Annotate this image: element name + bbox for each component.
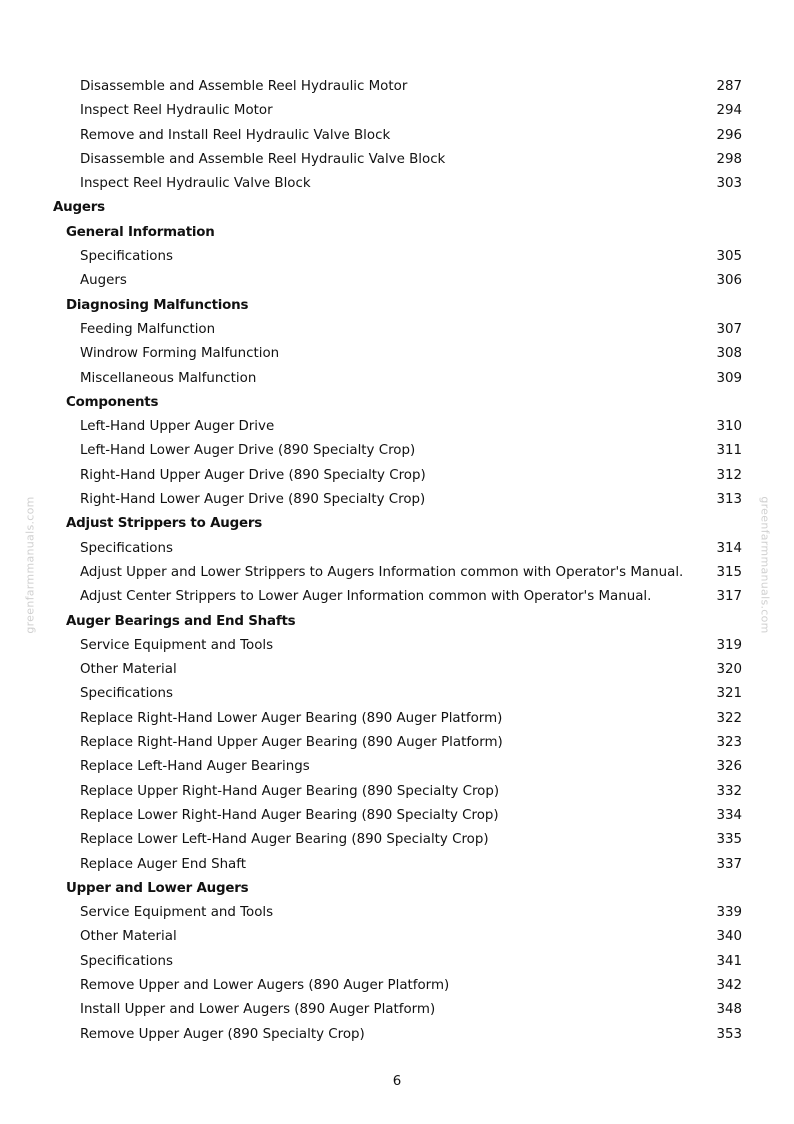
- toc-entry[interactable]: [0, 658, 794, 682]
- toc-entry-page-number: 308: [716, 346, 742, 362]
- toc-entry[interactable]: [0, 148, 794, 172]
- toc-entry-title: Augers: [53, 200, 105, 216]
- toc-entry-title: Disassemble and Assemble Reel Hydraulic Valve Block: [80, 151, 446, 167]
- toc-entry-title: Replace Left-Hand Auger Bearings: [80, 759, 310, 775]
- toc-section-heading: [0, 294, 794, 318]
- toc-entry-page-number: 317: [716, 589, 742, 605]
- toc-entry-title: Remove and Install Reel Hydraulic Valve Block: [80, 127, 391, 143]
- toc-entry[interactable]: [0, 974, 794, 998]
- toc-entry-title: Remove Upper and Lower Augers (890 Auger Platform): [80, 977, 450, 993]
- page-number: 6: [392, 1074, 402, 1089]
- toc-entry-title: Replace Upper Right-Hand Auger Bearing (890 Specialty Crop): [80, 783, 500, 799]
- toc-entry[interactable]: [0, 901, 794, 925]
- toc-section-heading: [0, 877, 794, 901]
- toc-entry-page-number: 320: [716, 662, 742, 678]
- toc-entry[interactable]: [0, 464, 794, 488]
- toc-entry-title: Windrow Forming Malfunction: [80, 346, 280, 362]
- toc-entry-page-number: 342: [716, 977, 742, 993]
- toc-entry-title: General Information: [66, 224, 215, 240]
- toc-entry[interactable]: [0, 780, 794, 804]
- toc-entry-title: Inspect Reel Hydraulic Valve Block: [80, 176, 311, 192]
- toc-entry-title: Replace Right-Hand Upper Auger Bearing (890 Auger Platform): [80, 735, 503, 751]
- toc-entry[interactable]: [0, 998, 794, 1022]
- toc-entry[interactable]: [0, 950, 794, 974]
- toc-entry-page-number: 334: [716, 807, 742, 823]
- table-of-contents: [0, 75, 794, 1047]
- toc-entry-page-number: 298: [716, 151, 742, 167]
- toc-entry-page-number: 339: [716, 905, 742, 921]
- toc-entry-page-number: 313: [716, 492, 742, 508]
- toc-entry-title: Components: [66, 394, 159, 410]
- toc-entry[interactable]: [0, 415, 794, 439]
- toc-entry-page-number: 319: [716, 637, 742, 653]
- toc-section-heading: [0, 221, 794, 245]
- toc-entry-title: Miscellaneous Malfunction: [80, 370, 257, 386]
- toc-entry-title: Feeding Malfunction: [80, 321, 216, 337]
- toc-entry[interactable]: [0, 707, 794, 731]
- toc-entry[interactable]: [0, 1023, 794, 1047]
- toc-entry[interactable]: [0, 99, 794, 123]
- toc-entry-title: Replace Lower Right-Hand Auger Bearing (890 Specialty Crop): [80, 807, 499, 823]
- toc-entry-title: Replace Lower Left-Hand Auger Bearing (890 Specialty Crop): [80, 832, 489, 848]
- toc-entry[interactable]: [0, 318, 794, 342]
- toc-entry-page-number: 321: [716, 686, 742, 702]
- toc-entry-title: Other Material: [80, 662, 177, 678]
- toc-entry-page-number: 332: [716, 783, 742, 799]
- toc-entry[interactable]: [0, 853, 794, 877]
- toc-entry[interactable]: [0, 367, 794, 391]
- toc-entry-title: Specifications: [80, 953, 173, 969]
- toc-entry-title: Service Equipment and Tools: [80, 637, 274, 653]
- toc-entry-title: Remove Upper Auger (890 Specialty Crop): [80, 1026, 365, 1042]
- toc-entry-page-number: 340: [716, 929, 742, 945]
- toc-entry-title: Replace Right-Hand Lower Auger Bearing (890 Auger Platform): [80, 710, 503, 726]
- toc-entry-page-number: 311: [716, 443, 742, 459]
- toc-entry[interactable]: [0, 269, 794, 293]
- toc-entry[interactable]: [0, 537, 794, 561]
- toc-entry-title: Inspect Reel Hydraulic Motor: [80, 103, 273, 119]
- toc-entry-title: Service Equipment and Tools: [80, 905, 274, 921]
- toc-entry-page-number: 348: [716, 1002, 742, 1018]
- toc-entry-title: Adjust Center Strippers to Lower Auger Information common with Operator's Manual.: [80, 589, 652, 605]
- toc-entry-page-number: 314: [716, 540, 742, 556]
- toc-entry-title: Disassemble and Assemble Reel Hydraulic Motor: [80, 79, 408, 94]
- watermark-right: greenfarmmanuals.com: [758, 496, 772, 634]
- toc-entry-title: Auger Bearings and End Shafts: [66, 613, 296, 629]
- toc-entry-page-number: 337: [716, 856, 742, 872]
- toc-entry-title: Augers: [80, 273, 127, 289]
- toc-entry-page-number: 341: [716, 953, 742, 969]
- toc-entry-page-number: 353: [716, 1026, 742, 1042]
- toc-entry-title: Adjust Strippers to Augers: [66, 516, 263, 532]
- toc-entry-title: Specifications: [80, 686, 173, 702]
- toc-entry-page-number: 306: [716, 273, 742, 289]
- toc-section-heading: [0, 391, 794, 415]
- toc-entry[interactable]: [0, 439, 794, 463]
- toc-entry[interactable]: [0, 342, 794, 366]
- toc-entry[interactable]: [0, 804, 794, 828]
- toc-entry-page-number: 309: [716, 370, 742, 386]
- toc-entry[interactable]: [0, 488, 794, 512]
- toc-entry-title: Specifications: [80, 540, 173, 556]
- toc-entry-page-number: 305: [716, 249, 742, 265]
- toc-entry[interactable]: [0, 75, 794, 99]
- toc-entry[interactable]: [0, 561, 794, 585]
- toc-entry[interactable]: [0, 585, 794, 609]
- toc-entry[interactable]: [0, 634, 794, 658]
- toc-entry[interactable]: [0, 245, 794, 269]
- toc-entry-title: Right-Hand Upper Auger Drive (890 Specialty Crop): [80, 467, 426, 483]
- watermark-left: greenfarmmanuals.com: [23, 496, 37, 634]
- toc-entry-title: Specifications: [80, 249, 173, 265]
- toc-entry-title: Right-Hand Lower Auger Drive (890 Specialty Crop): [80, 492, 426, 508]
- toc-section-heading: [0, 196, 794, 220]
- toc-entry[interactable]: [0, 124, 794, 148]
- toc-entry[interactable]: [0, 682, 794, 706]
- toc-entry[interactable]: [0, 828, 794, 852]
- toc-entry[interactable]: [0, 172, 794, 196]
- toc-entry-page-number: 294: [716, 103, 742, 119]
- toc-entry-title: Install Upper and Lower Augers (890 Auger Platform): [80, 1002, 436, 1018]
- toc-entry-title: Upper and Lower Augers: [66, 880, 249, 896]
- toc-entry-page-number: 310: [716, 419, 742, 435]
- toc-section-heading: [0, 610, 794, 634]
- toc-entry-title: Left-Hand Lower Auger Drive (890 Specialty Crop): [80, 443, 416, 459]
- toc-entry-page-number: 296: [716, 127, 742, 143]
- toc-entry-page-number: 322: [716, 710, 742, 726]
- toc-entry-page-number: 303: [716, 176, 742, 192]
- toc-entry[interactable]: [0, 731, 794, 755]
- toc-entry-page-number: 326: [716, 759, 742, 775]
- toc-entry-page-number: 312: [716, 467, 742, 483]
- toc-entry-page-number: 323: [716, 735, 742, 751]
- toc-entry-title: Replace Auger End Shaft: [80, 856, 246, 872]
- toc-entry-title: Other Material: [80, 929, 177, 945]
- toc-entry-title: Left-Hand Upper Auger Drive: [80, 419, 275, 435]
- toc-section-heading: [0, 512, 794, 536]
- toc-entry-page-number: 335: [716, 832, 742, 848]
- toc-entry-page-number: 315: [716, 564, 742, 580]
- toc-entry[interactable]: [0, 925, 794, 949]
- toc-entry[interactable]: [0, 755, 794, 779]
- toc-entry-page-number: 287: [716, 79, 742, 94]
- toc-entry-page-number: 307: [716, 321, 742, 337]
- toc-entry-title: Diagnosing Malfunctions: [66, 297, 249, 313]
- toc-entry-title: Adjust Upper and Lower Strippers to Augers Information common with Operator's Manual.: [80, 564, 684, 580]
